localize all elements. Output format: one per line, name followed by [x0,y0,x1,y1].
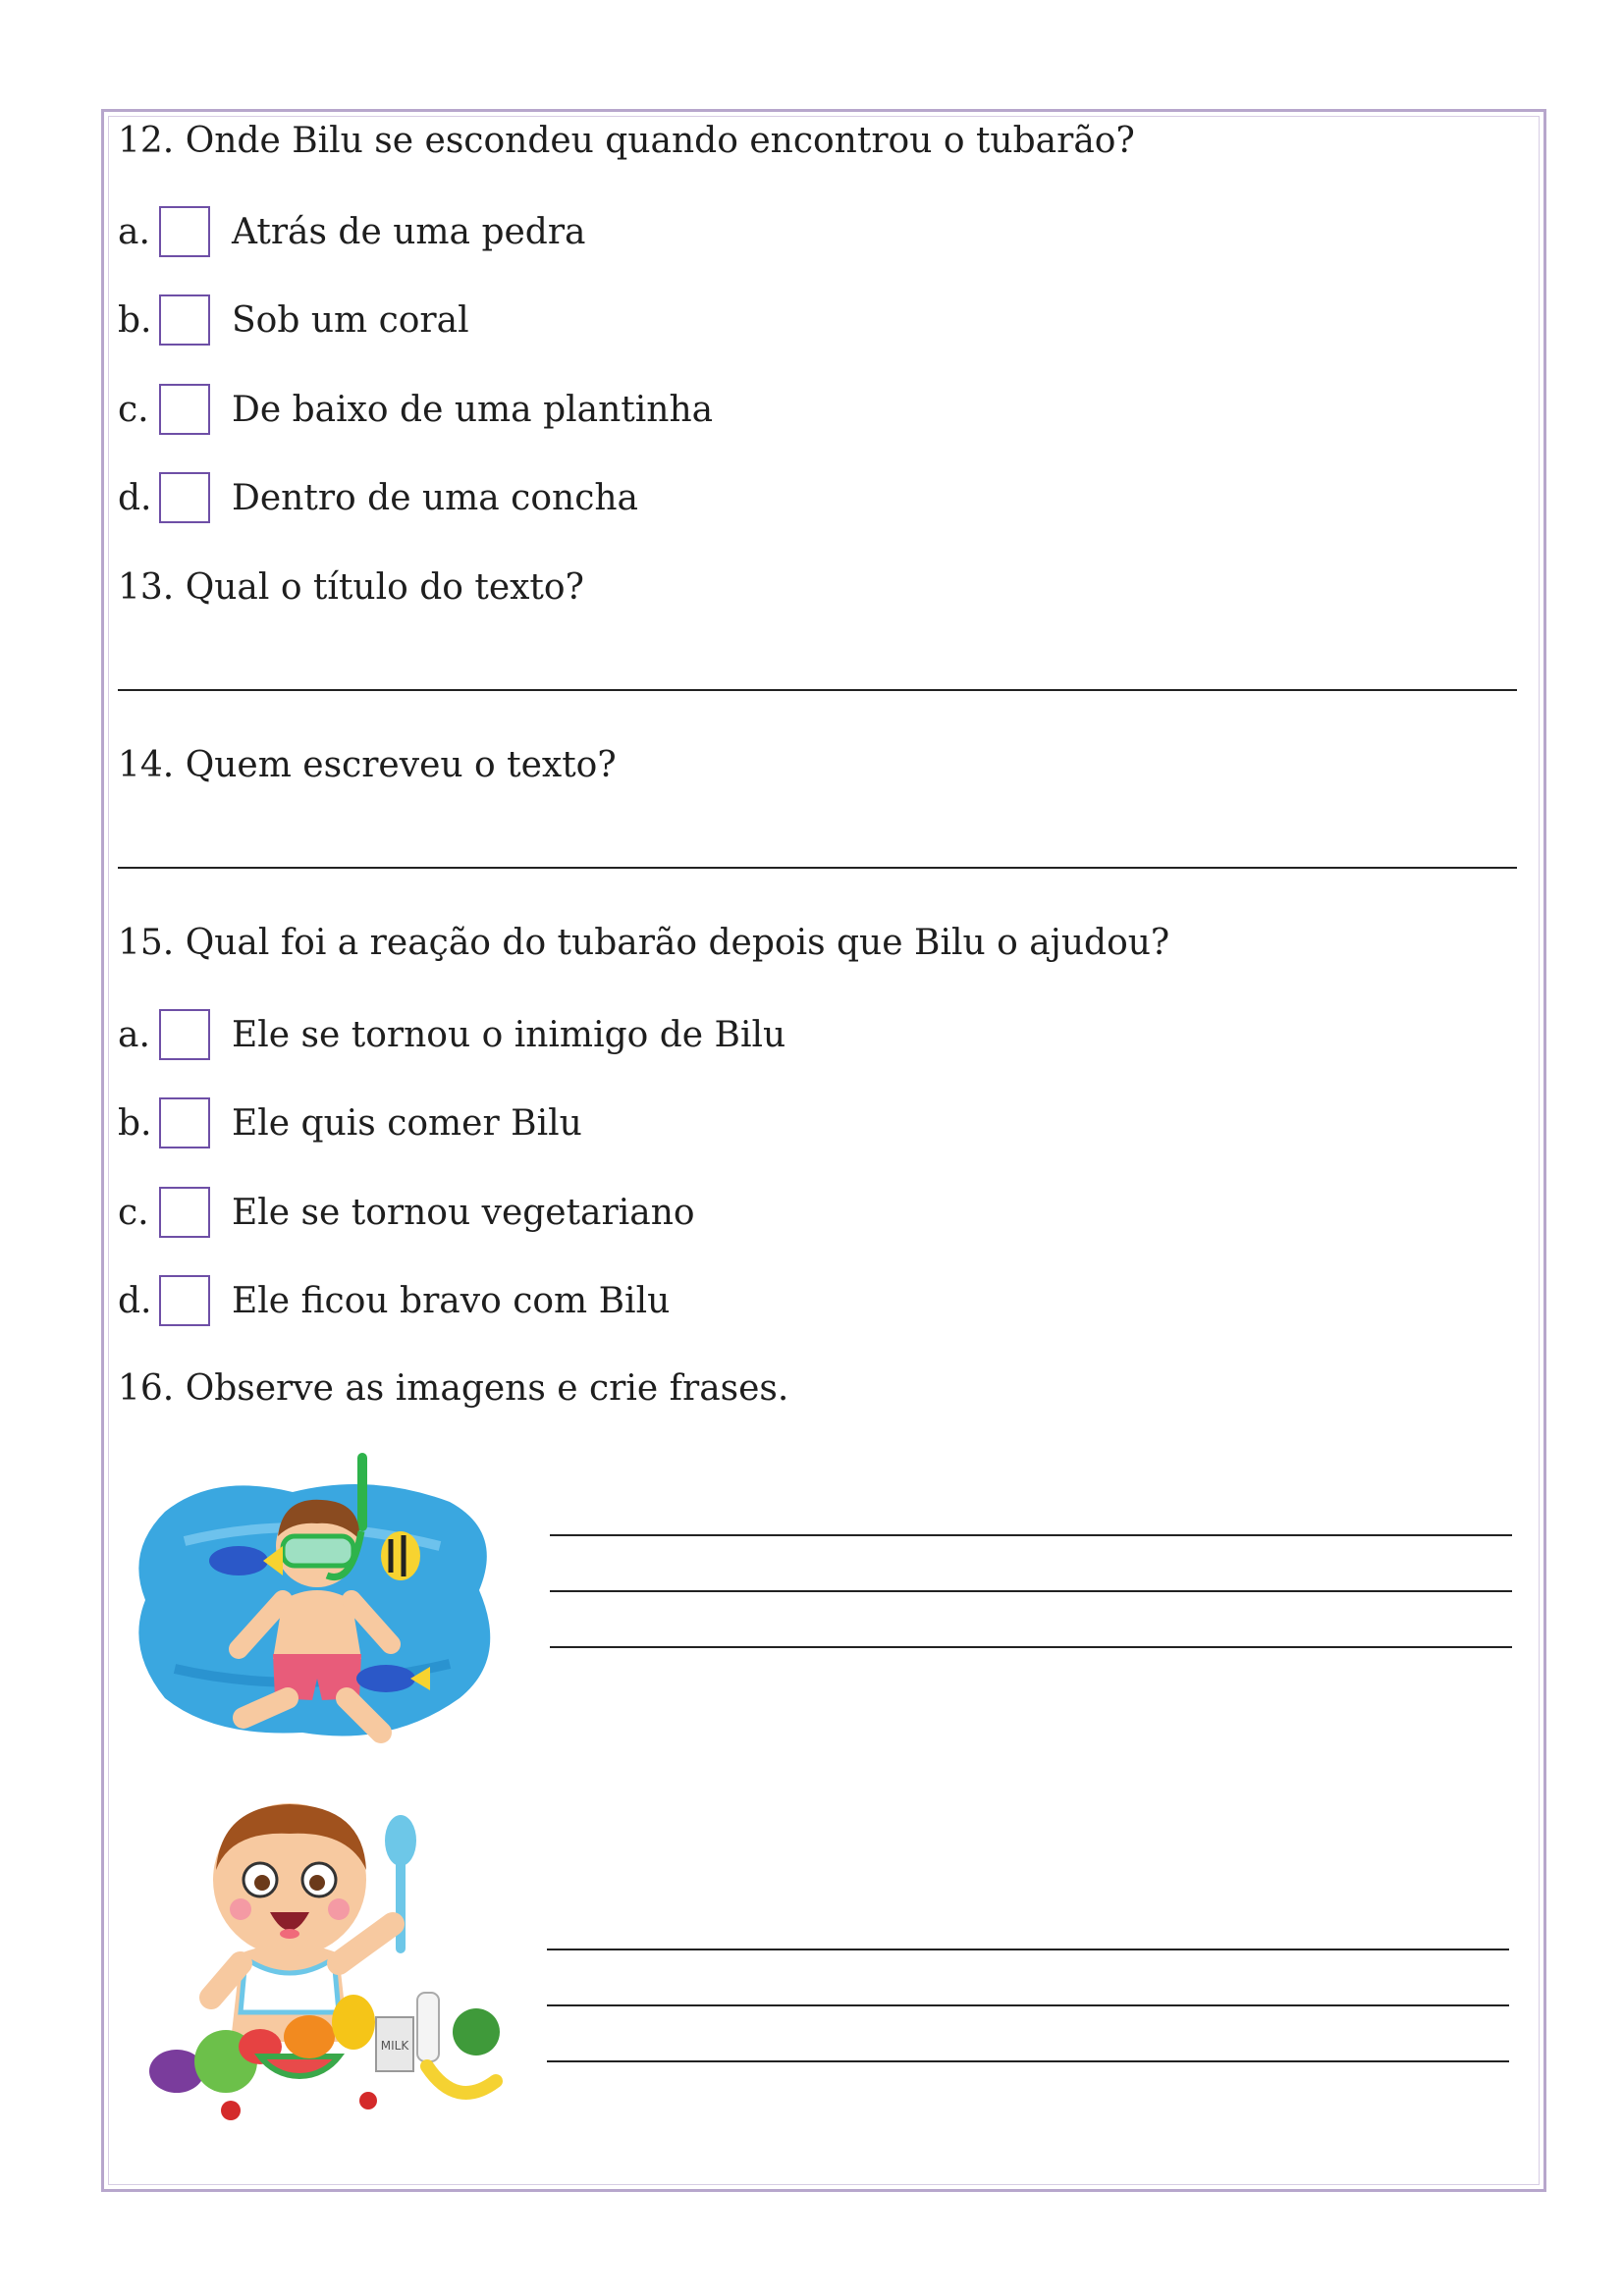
question-15: 15. Qual foi a reação do tubarão depois que Bilu o ajudou? [118,923,1170,963]
checkbox[interactable] [159,1097,210,1148]
option-letter: c. [118,389,149,430]
option-letter: b. [118,1102,152,1144]
option-text: Ele ficou bravo com Bilu [232,1280,671,1321]
q15-option-a[interactable] [118,1007,785,1062]
question-14: 14. Quem escreveu o texto? [118,745,617,785]
checkbox[interactable] [159,1187,210,1238]
option-letter: d. [118,477,152,518]
option-letter: a. [118,1014,150,1055]
q12-option-b[interactable] [118,293,469,347]
q14-answer-line[interactable] [118,867,1517,869]
option-text: Sob um coral [232,299,469,341]
option-text: Ele quis comer Bilu [232,1102,582,1144]
image1-answer-line-1[interactable] [550,1534,1512,1536]
q15-option-c[interactable] [118,1185,695,1240]
question-13: 13. Qual o título do texto? [118,567,584,608]
image1-answer-line-3[interactable] [550,1646,1512,1648]
checkbox[interactable] [159,384,210,435]
option-letter: d. [118,1280,152,1321]
q15-option-d[interactable] [118,1273,670,1328]
checkbox[interactable] [159,206,210,257]
option-text: Ele se tornou o inimigo de Bilu [232,1014,786,1055]
option-letter: b. [118,299,152,341]
q12-option-c[interactable] [118,382,713,437]
q12-option-d[interactable] [118,470,638,525]
question-16: 16. Observe as imagens e crie frases. [118,1368,789,1409]
option-letter: c. [118,1192,149,1233]
image1-answer-line-2[interactable] [550,1590,1512,1592]
q12-option-a[interactable] [118,204,586,259]
checkbox[interactable] [159,294,210,346]
option-text: Atrás de uma pedra [232,211,586,252]
checkbox[interactable] [159,1009,210,1060]
q13-answer-line[interactable] [118,689,1517,691]
image2-answer-line-2[interactable] [547,2004,1509,2006]
option-text: De baixo de uma plantinha [232,389,714,430]
image2-answer-line-1[interactable] [547,1949,1509,1950]
option-text: Ele se tornou vegetariano [232,1192,695,1233]
checkbox[interactable] [159,1275,210,1326]
question-12: 12. Onde Bilu se escondeu quando encontrou o tubarão? [118,121,1135,161]
option-letter: a. [118,211,150,252]
milk-carton-label: MILK [380,2039,409,2053]
image2-answer-line-3[interactable] [547,2060,1509,2062]
checkbox[interactable] [159,472,210,523]
baby-eating-vegetables-illustration [133,1787,515,2140]
option-text: Dentro de uma concha [232,477,638,518]
snorkel-boy-illustration [126,1453,509,1747]
q15-option-b[interactable] [118,1095,582,1150]
